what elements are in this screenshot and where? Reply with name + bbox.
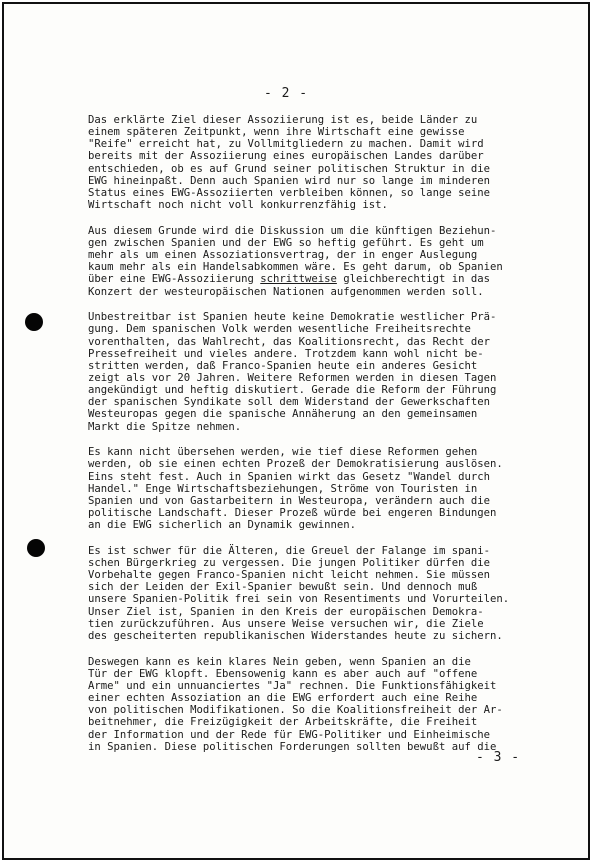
text-line: in Spanien. Diese politischen Forderungen sollten bewußt auf die — [88, 740, 497, 753]
paragraph — [88, 656, 558, 753]
text-line: Westeuropas gegen die spanische Annäherung an den gemeinsamen — [88, 408, 478, 421]
text-line: werden, ob sie einen echten Prozeß der Demokratisierung auslösen. — [88, 458, 503, 471]
text-line: über eine EWG-Assoziierung schrittweise gleichberechtigt in das — [88, 273, 491, 286]
document-body — [88, 114, 558, 766]
text-line: mehr als um einen Assoziationsvertrag, der in enger Auslegung — [88, 249, 478, 262]
text-line: Pressefreiheit und vieles andere. Trotzdem kann wohl nicht be- — [88, 347, 484, 360]
text-line: unsere Spanien-Politik frei sein von Resentiments und Vorurteilen. — [88, 593, 510, 606]
text-line: kaum mehr als ein Handelsabkommen wäre. Es geht darum, ob Spanien — [88, 261, 503, 274]
text-line: Handel." Enge Wirtschaftsbeziehungen, Ströme von Touristen in — [88, 482, 478, 495]
text-line: "Reife" erreicht hat, zu Vollmitgliedern zu machen. Damit wird — [88, 138, 484, 151]
text-line: Es ist schwer für die Älteren, die Greuel der Falange im spani- — [88, 544, 490, 557]
text-line: Wirtschaft noch nicht voll konkurrenzfähig ist. — [88, 199, 388, 212]
text-line: Eins steht fest. Auch in Spanien wirkt das Gesetz "Wandel durch — [88, 470, 490, 483]
text-line: Arme" und ein unnuanciertes "Ja" rechnen. Die Funktionsfähigkeit — [88, 679, 497, 692]
text-line: der spanischen Syndikate soll dem Widerstand der Gewerkschaften — [88, 396, 490, 409]
text-line: Das erklärte Ziel dieser Assoziierung ist es, beide Länder zu — [88, 114, 478, 126]
text-line: Markt die Spitze nehmen. — [88, 420, 242, 433]
text-line: beitnehmer, die Freizügigkeit der Arbeitskräfte, die Freiheit — [88, 716, 478, 729]
text-line: politische Landschaft. Dieser Prozeß würde bei engeren Bindungen — [88, 507, 497, 520]
text-line: Unser Ziel ist, Spanien in den Kreis der europäischen Demokra- — [88, 605, 484, 618]
paragraph — [88, 446, 558, 531]
text-line: Spanien und von Gastarbeitern in Westeuropa, verändern auch die — [88, 494, 490, 507]
text-line: schen Bürgerkrieg zu vergessen. Die jungen Politiker dürfen die — [88, 557, 490, 569]
text-line: der Information und der Rede für EWG-Politiker und Einheimische — [88, 728, 490, 741]
text-line: stritten werden, daß Franco-Spanien heute ein anderes Gesicht — [88, 359, 478, 372]
text-line: tien zurückzuführen. Aus unsere Weise versuchen wir, die Ziele — [88, 617, 484, 630]
paragraph — [88, 114, 558, 211]
text-line: entschieden, ob es auf Grund seiner politischen Struktur in die — [88, 162, 490, 175]
underlined-phrase: schrittweise — [260, 273, 337, 286]
text-line: Vorbehalte gegen Franco-Spanien nicht leicht nehmen. Sie müssen — [88, 569, 490, 582]
page-number: - 2 - — [264, 86, 309, 101]
text-line: Unbestreitbar ist Spanien heute keine Demokratie westlicher Prä- — [88, 311, 497, 324]
text-line: gung. Dem spanischen Volk werden wesentliche Freiheitsrechte — [88, 323, 471, 336]
text-line: von politischen Modifikationen. So die Koalitionsfreiheit der Ar- — [88, 704, 503, 717]
punch-hole — [25, 313, 43, 331]
paragraph — [88, 311, 558, 433]
punch-hole — [27, 539, 45, 557]
text-line: Status eines EWG-Assoziierten verbleiben können, so lange seine — [88, 186, 490, 199]
text-line: Es kann nicht übersehen werden, wie tief diese Reformen gehen — [88, 446, 478, 459]
text-line: zeigt als vor 20 Jahren. Weitere Reformen werden in diesen Tagen — [88, 371, 497, 384]
text-line: einem späteren Zeitpunkt, wenn ihre Wirtschaft eine gewisse — [88, 126, 465, 139]
text-line: einer echten Assoziation an die EWG erfordert auch eine Reihe — [88, 692, 478, 705]
text-line: sich der Leiden der Exil-Spanier bewußt sein. Und dennoch muß — [88, 581, 478, 594]
text-line: Konzert der westeuropäischen Nationen aufgenommen werden soll. — [88, 285, 484, 298]
text-line: angekündigt und heftig diskutiert. Gerade die Reform der Führung — [88, 384, 497, 397]
text-line: EWG hineinpaßt. Denn auch Spanien wird nur so lange im minderen — [88, 174, 490, 187]
paragraph — [88, 225, 558, 298]
text-line: gen zwischen Spanien und der EWG so heftig geführt. Es geht um — [88, 236, 484, 249]
text-line: des gescheiterten republikanischen Widerstandes heute zu sichern. — [88, 629, 503, 642]
text-line: Deswegen kann es kein klares Nein geben, wenn Spanien an die — [88, 655, 471, 668]
text-line: an die EWG sicherlich an Dynamik gewinnen. — [88, 519, 357, 532]
text-line: vorenthalten, das Wahlrecht, das Koalitionsrecht, das Recht der — [88, 335, 490, 348]
paragraph — [88, 545, 558, 642]
next-page-marker: - 3 - — [476, 750, 521, 765]
text-line: Tür der EWG klopft. Ebensowenig kann es aber auch auf "offene — [88, 667, 478, 680]
text-line: bereits mit der Assoziierung eines europäischen Landes darüber — [88, 150, 484, 163]
text-line: Aus diesem Grunde wird die Diskussion um die künftigen Beziehun- — [88, 224, 497, 237]
